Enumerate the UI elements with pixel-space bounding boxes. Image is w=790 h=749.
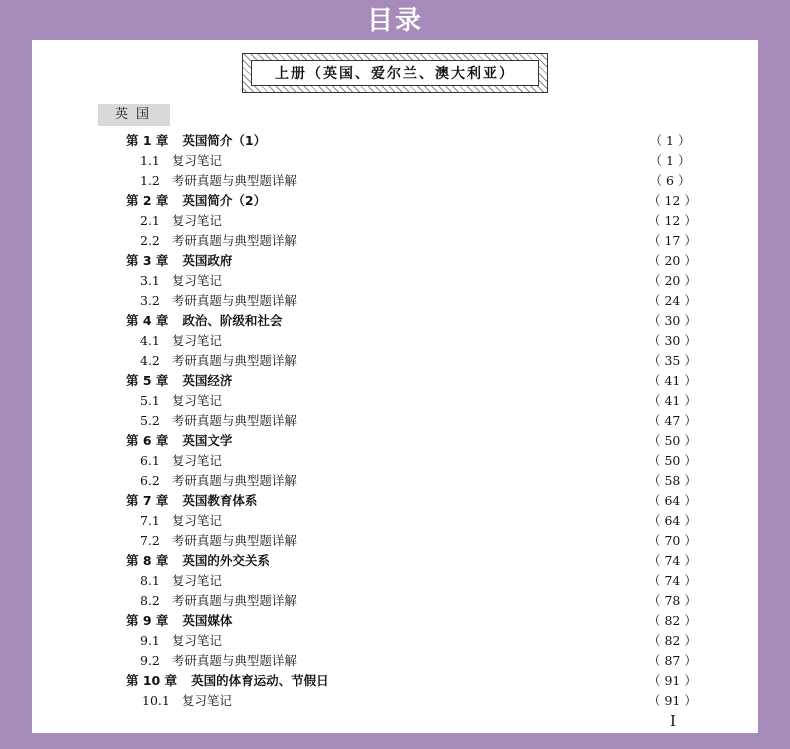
toc-entry-page: （ 30 ） bbox=[648, 333, 697, 348]
toc-entry-title: 考研真题与典型题详解 bbox=[171, 413, 297, 428]
toc-entry-number: 10.1 bbox=[142, 692, 170, 708]
dot-leader bbox=[238, 430, 642, 450]
toc-entry-number: 7.1 bbox=[140, 512, 160, 528]
dot-leader bbox=[238, 370, 642, 390]
toc-entry-number: 第 1 章 bbox=[126, 133, 169, 148]
toc-entry-number: 1.1 bbox=[140, 152, 160, 168]
dot-leader bbox=[276, 550, 642, 570]
toc-chapter-row[interactable] bbox=[32, 490, 758, 510]
toc-entry-title: 政治、阶级和社会 bbox=[182, 313, 283, 328]
toc-chapter-row[interactable] bbox=[32, 250, 758, 270]
dot-leader bbox=[228, 450, 642, 470]
toc-entry-number: 第 4 章 bbox=[126, 313, 169, 328]
toc-entry-title: 复习笔记 bbox=[171, 273, 222, 288]
toc-chapter-row[interactable] bbox=[32, 430, 758, 450]
dot-leader bbox=[303, 170, 642, 190]
toc-entry-title: 英国经济 bbox=[182, 373, 233, 388]
toc-chapter-row[interactable] bbox=[32, 370, 758, 390]
toc-section-row[interactable] bbox=[32, 270, 758, 290]
toc-section-row[interactable] bbox=[32, 450, 758, 470]
toc-chapter-row[interactable] bbox=[32, 310, 758, 330]
toc-entry-page: （ 47 ） bbox=[648, 413, 697, 428]
dot-leader bbox=[288, 310, 642, 330]
toc-entry-title: 英国文学 bbox=[182, 433, 233, 448]
toc-section-row[interactable] bbox=[32, 330, 758, 350]
toc-entry-page: （ 50 ） bbox=[648, 433, 697, 448]
toc-entry-title: 考研真题与典型题详解 bbox=[171, 593, 297, 608]
toc-entry-page: （ 20 ） bbox=[648, 253, 697, 268]
toc-entry-page: （ 24 ） bbox=[648, 293, 697, 308]
toc-entry-page: （ 64 ） bbox=[648, 493, 697, 508]
dot-leader bbox=[228, 630, 642, 650]
toc-entry-title: 英国的体育运动、节假日 bbox=[191, 673, 329, 688]
dot-leader bbox=[303, 470, 642, 490]
toc-section-row[interactable] bbox=[32, 590, 758, 610]
dot-leader bbox=[228, 270, 642, 290]
toc-entry-title: 英国简介（1） bbox=[182, 133, 267, 148]
toc-section-row[interactable] bbox=[32, 470, 758, 490]
toc-entry-title: 复习笔记 bbox=[171, 333, 222, 348]
toc-entry-number: 第 7 章 bbox=[126, 493, 169, 508]
toc-entry-number: 6.2 bbox=[140, 472, 160, 488]
toc-section-row[interactable] bbox=[32, 170, 758, 190]
toc-entry-number: 9.1 bbox=[140, 632, 160, 648]
toc-chapter-row[interactable] bbox=[32, 190, 758, 210]
toc-entry-page: （ 12 ） bbox=[648, 193, 697, 208]
toc-entry-title: 英国的外交关系 bbox=[182, 553, 270, 568]
volume-banner bbox=[242, 53, 548, 93]
toc-entry-title: 英国教育体系 bbox=[182, 493, 258, 508]
dot-leader bbox=[303, 350, 642, 370]
document-page bbox=[32, 40, 758, 733]
page-header-title: 目录 bbox=[366, 6, 423, 36]
toc-entry-number: 第 2 章 bbox=[126, 193, 169, 208]
toc-entry-number: 5.2 bbox=[140, 412, 160, 428]
dot-leader bbox=[303, 590, 642, 610]
toc-entry-page: （ 6 ） bbox=[649, 173, 691, 188]
toc-section-row[interactable] bbox=[32, 530, 758, 550]
section-label: 英国 bbox=[98, 104, 170, 126]
dot-leader bbox=[238, 610, 642, 630]
toc-entry-page: （ 50 ） bbox=[648, 453, 697, 468]
dot-leader bbox=[303, 290, 642, 310]
toc-entry-page: （ 91 ） bbox=[648, 673, 697, 688]
toc-section-row[interactable] bbox=[32, 570, 758, 590]
dot-leader bbox=[238, 250, 642, 270]
toc-entry-title: 英国简介（2） bbox=[182, 193, 267, 208]
toc-entry-page: （ 78 ） bbox=[648, 593, 697, 608]
toc-entry-title: 复习笔记 bbox=[171, 153, 222, 168]
toc-entry-number: 第 8 章 bbox=[126, 553, 169, 568]
toc-entry-page: （ 82 ） bbox=[648, 613, 697, 628]
toc-entry-page: （ 1 ） bbox=[649, 153, 691, 168]
dot-leader bbox=[303, 410, 642, 430]
toc-entry-page: （ 20 ） bbox=[648, 273, 697, 288]
toc-entry-title: 考研真题与典型题详解 bbox=[171, 233, 297, 248]
toc-entry-title: 考研真题与典型题详解 bbox=[171, 173, 297, 188]
toc-entry-page: （ 30 ） bbox=[648, 313, 697, 328]
toc-entry-number: 4.2 bbox=[140, 352, 160, 368]
toc-section-row[interactable] bbox=[32, 290, 758, 310]
toc-entry-page: （ 70 ） bbox=[648, 533, 697, 548]
toc-entry-number: 7.2 bbox=[140, 532, 160, 548]
toc-section-row[interactable] bbox=[32, 650, 758, 670]
toc-chapter-row[interactable] bbox=[32, 610, 758, 630]
toc-entry-title: 考研真题与典型题详解 bbox=[171, 293, 297, 308]
toc-entry-title: 复习笔记 bbox=[171, 213, 222, 228]
toc-section-row[interactable] bbox=[32, 150, 758, 170]
toc-entry-page: （ 74 ） bbox=[648, 573, 697, 588]
toc-section-row[interactable] bbox=[32, 350, 758, 370]
toc-entry-number: 5.1 bbox=[140, 392, 160, 408]
toc-entry-number: 第 5 章 bbox=[126, 373, 169, 388]
toc-entry-title: 复习笔记 bbox=[171, 513, 222, 528]
dot-leader bbox=[335, 670, 642, 690]
toc-entry-number: 9.2 bbox=[140, 652, 160, 668]
dot-leader bbox=[303, 530, 642, 550]
toc-chapter-row[interactable] bbox=[32, 130, 758, 150]
toc-entry-title: 复习笔记 bbox=[171, 393, 222, 408]
dot-leader bbox=[228, 330, 642, 350]
toc-entry-number: 2.2 bbox=[140, 232, 160, 248]
dot-leader bbox=[228, 570, 642, 590]
toc-entry-page: （ 35 ） bbox=[648, 353, 697, 368]
dot-leader bbox=[228, 210, 642, 230]
toc-entry-number: 1.2 bbox=[140, 172, 160, 188]
toc-section-row[interactable] bbox=[32, 210, 758, 230]
dot-leader bbox=[303, 650, 642, 670]
dot-leader bbox=[228, 510, 642, 530]
toc-section-row[interactable] bbox=[32, 630, 758, 650]
toc-entry-page: （ 41 ） bbox=[648, 393, 697, 408]
toc-entry-page: （ 82 ） bbox=[648, 633, 697, 648]
toc-entry-number: 第 3 章 bbox=[126, 253, 169, 268]
toc-section-row[interactable] bbox=[32, 410, 758, 430]
volume-title: 上册（英国、爱尔兰、澳大利亚） bbox=[251, 60, 539, 86]
toc-section-row[interactable] bbox=[32, 510, 758, 530]
toc-entry-title: 复习笔记 bbox=[171, 633, 222, 648]
toc-entry-page: （ 91 ） bbox=[648, 693, 697, 708]
toc-chapter-row[interactable] bbox=[32, 550, 758, 570]
toc-entry-number: 2.1 bbox=[140, 212, 160, 228]
toc-entry-title: 考研真题与典型题详解 bbox=[171, 653, 297, 668]
toc-entry-title: 复习笔记 bbox=[171, 573, 222, 588]
toc-section-row[interactable] bbox=[32, 390, 758, 410]
dot-leader bbox=[272, 130, 642, 150]
toc-section-row[interactable] bbox=[32, 690, 758, 710]
toc-entry-title: 考研真题与典型题详解 bbox=[171, 533, 297, 548]
dot-leader bbox=[272, 190, 642, 210]
dot-leader bbox=[238, 690, 642, 710]
toc-entry-number: 3.1 bbox=[140, 272, 160, 288]
dot-leader bbox=[228, 390, 642, 410]
toc-entry-page: （ 1 ） bbox=[649, 133, 691, 148]
toc-entry-page: （ 12 ） bbox=[648, 213, 697, 228]
toc-entry-number: 6.1 bbox=[140, 452, 160, 468]
toc-entry-title: 英国媒体 bbox=[182, 613, 233, 628]
toc-entry-page: （ 58 ） bbox=[648, 473, 697, 488]
dot-leader bbox=[263, 490, 642, 510]
toc-entry-title: 英国政府 bbox=[182, 253, 233, 268]
toc-entry-number: 4.1 bbox=[140, 332, 160, 348]
toc-chapter-row[interactable] bbox=[32, 670, 758, 690]
dot-leader bbox=[228, 150, 642, 170]
toc-entry-number: 8.2 bbox=[140, 592, 160, 608]
toc-section-row[interactable] bbox=[32, 230, 758, 250]
toc-entry-number: 第 9 章 bbox=[126, 613, 169, 628]
toc-entry-page: （ 41 ） bbox=[648, 373, 697, 388]
toc-entry-title: 复习笔记 bbox=[171, 453, 222, 468]
toc-entry-number: 第 10 章 bbox=[126, 673, 178, 688]
toc-entry-page: （ 17 ） bbox=[648, 233, 697, 248]
toc-entry-title: 复习笔记 bbox=[181, 693, 232, 708]
dot-leader bbox=[303, 230, 642, 250]
toc-entry-page: （ 87 ） bbox=[648, 653, 697, 668]
page-number: I bbox=[670, 712, 676, 730]
toc-entry-title: 考研真题与典型题详解 bbox=[171, 353, 297, 368]
toc-entry-title: 考研真题与典型题详解 bbox=[171, 473, 297, 488]
toc-entry-page: （ 64 ） bbox=[648, 513, 697, 528]
toc-entry-page: （ 74 ） bbox=[648, 553, 697, 568]
toc-entry-number: 第 6 章 bbox=[126, 433, 169, 448]
toc-entry-number: 8.1 bbox=[140, 572, 160, 588]
toc-entry-number: 3.2 bbox=[140, 292, 160, 308]
